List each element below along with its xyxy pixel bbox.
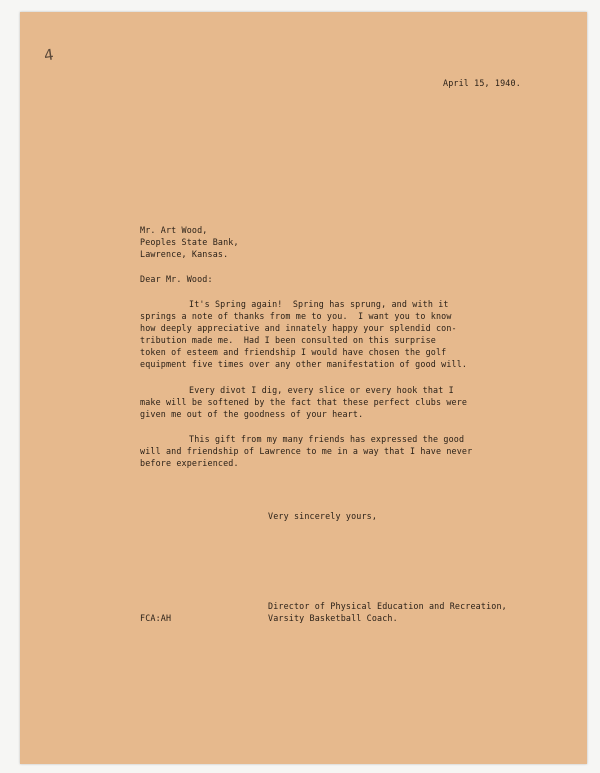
handwritten-page-number: 4 — [42, 45, 55, 65]
body-line: equipment five times over any other manifestation of good will. — [140, 359, 468, 369]
body-line: make will be softened by the fact that these perfect clubs were — [140, 397, 468, 407]
typist-initials: FCA:AH — [140, 613, 172, 623]
body-line: tribution made me. Had I been consulted on this surprise — [140, 335, 436, 345]
signature-title-line: Director of Physical Education and Recreation, — [268, 601, 507, 611]
body-line: springs a note of thanks from me to you. I want you to know — [140, 311, 452, 321]
salutation: Dear Mr. Wood: — [140, 274, 213, 284]
body-line: This gift from my many friends has expressed the good — [189, 434, 465, 444]
recipient-line: Mr. Art Wood, — [140, 225, 208, 235]
body-line: will and friendship of Lawrence to me in a way that I have never — [140, 446, 473, 456]
body-line: given me out of the goodness of your heart. — [140, 409, 364, 419]
recipient-line: Peoples State Bank, — [140, 237, 239, 247]
signature-title-line: Varsity Basketball Coach. — [268, 613, 398, 623]
letter-date: April 15, 1940. — [443, 78, 521, 88]
body-line: token of esteem and friendship I would have chosen the golf — [140, 347, 447, 357]
body-line: Every divot I dig, every slice or every hook that I — [189, 385, 454, 395]
closing: Very sincerely yours, — [268, 511, 378, 521]
body-line: before experienced. — [140, 458, 239, 468]
body-line: It's Spring again! Spring has sprung, and with it — [189, 299, 449, 309]
body-line: how deeply appreciative and innately happy your splendid con- — [140, 323, 457, 333]
recipient-line: Lawrence, Kansas. — [140, 249, 229, 259]
